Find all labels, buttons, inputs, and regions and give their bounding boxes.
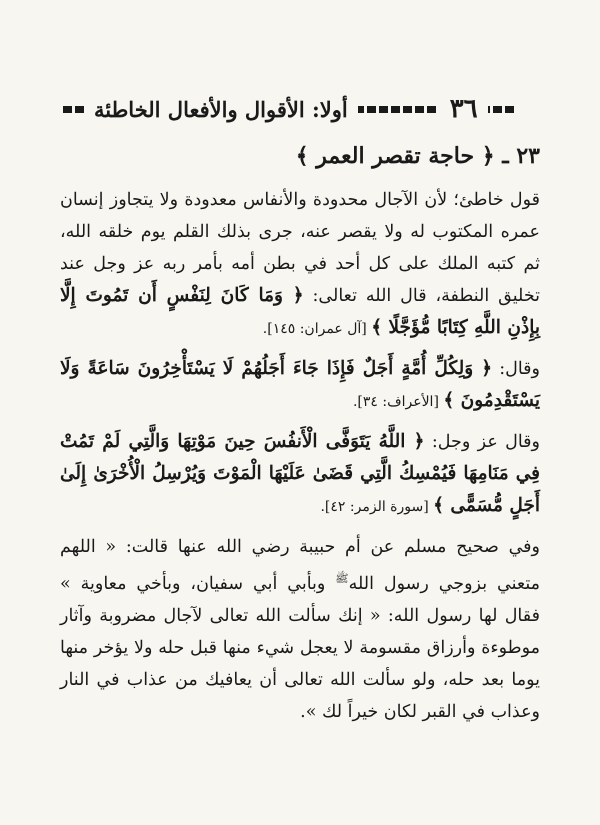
paragraph-2 xyxy=(60,353,540,418)
running-header xyxy=(60,92,540,126)
page-number: ٣٦ xyxy=(449,94,478,124)
verse-reference-1: [آل عمران: ١٤٥]. xyxy=(262,321,372,337)
quran-verse-3: ﴿ اللَّهُ يَتَوَفَّى الْأَنفُسَ حِينَ مَوْتِهَا وَالَّتِي لَمْ تَمُتْ فِي مَنَامِهَا فَيُمْسِكُ الَّتِي قَضَىٰ عَلَيْهَا الْمَوْتَ وَيُرْسِلُ الْأُخْرَىٰ إِلَىٰ أَجَلٍ مُّسَمًّى ﴾ xyxy=(60,431,540,516)
paragraph-4 xyxy=(60,531,540,728)
paragraph-2-text: وقال: xyxy=(492,359,540,379)
paragraph-3-text: وقال عز وجل: xyxy=(424,432,540,452)
paragraph-4-text-continued: وبأبي أبي سفيان، وبأخي معاوية » فقال لها رسول الله: « إنك سألت الله تعالى لآجال مضروبة وآثار موطوءة وأرزاق مقسومة لا يعجل شيء منها قبل حله ولا يؤخر منها يوما بعد حله، ولو سألت الله تعالى أن يعافيك من عذاب في النار وعذاب في القبر لكان خيراً لك ». xyxy=(60,573,540,722)
section-heading: ٢٣ ـ ﴿ حاجة تقصر العمر ﴾ xyxy=(295,143,540,169)
quran-verse-1: ﴿ وَمَا كَانَ لِنَفْسٍ أَن تَمُوتَ إِلَّا بِإِذْنِ اللَّهِ كِتَابًا مُّؤَجَّلًا ﴾ xyxy=(60,285,540,338)
paragraph-3 xyxy=(60,426,540,523)
header-dash-end xyxy=(60,106,84,113)
paragraph-1 xyxy=(60,184,540,345)
header-dash-middle xyxy=(358,106,436,113)
quran-verse-2: ﴿ وَلِكُلِّ أُمَّةٍ أَجَلٌ فَإِذَا جَاءَ أَجَلُهُمْ لَا يَسْتَأْخِرُونَ سَاعَةً وَلَا يَسْتَقْدِمُونَ ﴾ xyxy=(60,358,540,411)
paragraph-4-text: وفي صحيح مسلم عن أم حبيبة رضي الله عنها قالت: « اللهم متعني بزوجي رسول الله xyxy=(60,537,540,594)
book-page xyxy=(60,92,540,728)
verse-reference-2: [الأعراف: ٣٤]. xyxy=(352,394,444,410)
verse-reference-3: [سورة الزمر: ٤٢]. xyxy=(320,499,434,515)
paragraph-1-text: قول خاطئ؛ لأن الآجال محدودة والأنفاس معدودة ولا يتجاوز إنسان عمره المكتوب له ولا يقصر عنه، جرى بذلك القلم يوم خلقه الله، ثم كتبه الملك على كل أحد في بطن أمه بأمر ربه عز وجل عند تخليق النطفة، قال الله تعالى: xyxy=(60,190,540,306)
running-title: أولا: الأقوال والأفعال الخاطئة xyxy=(94,96,348,122)
salutation-glyph: ﷺ xyxy=(335,572,349,585)
header-dash-start xyxy=(488,106,514,113)
